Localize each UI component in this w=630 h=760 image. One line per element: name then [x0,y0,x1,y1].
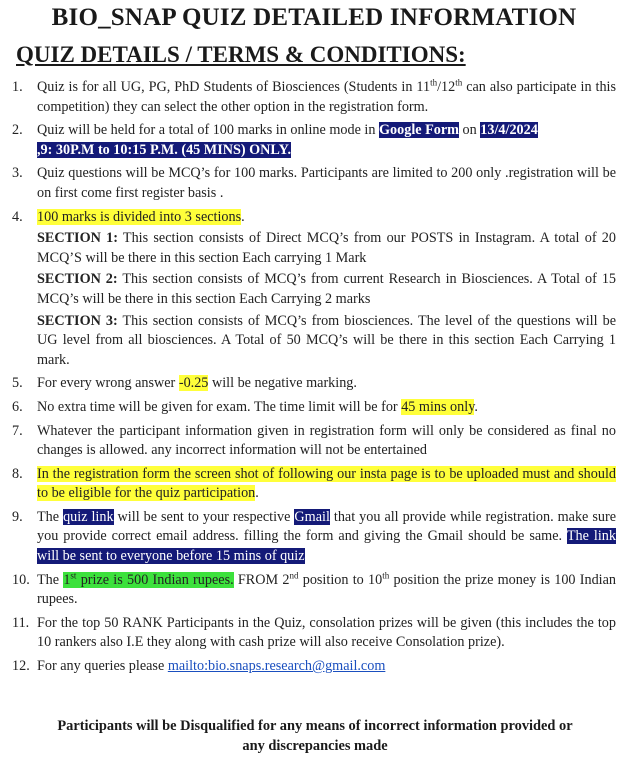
highlight-sections: 100 marks is divided into 3 sections [37,208,242,225]
highlight-time-limit: 45 mins only [401,398,475,415]
contact-email-link[interactable]: mailto:bio.snaps.research@gmail.com [167,658,386,675]
rule-item-9: 9. The quiz link will be sent to your respective Gmail that you all provide while registration. make sure you provide correct email address. filling the form and giving the Gmail should be same. The link will be sent to everyone before 15 mins of quiz [12,508,616,565]
highlight-first-prize: 1st prize is 500 Indian rupees. [63,569,234,588]
rule-number: 2. [12,122,23,139]
rule-number: 9. [12,508,23,525]
highlight-link-timing: The link will be sent to everyone before 15 mins of quiz [37,528,616,565]
rule-item-2: 2. Quiz will be held for a total of 100 marks in online mode in Google Form on 13/4/2024 ,9: 30P.M to 10:15 P.M. (45 MINS) ONLY. [12,122,538,158]
rule-number: 3. [12,165,23,182]
highlight-screenshot-requirement: In the registration form the screen shot of following our insta page is to be uploaded must and should to be eligible for the quiz participation [37,465,616,502]
section-heading: QUIZ DETAILS / TERMS & CONDITIONS: [16,42,466,67]
rule-number: 4. [12,208,23,225]
rule-item-12: 12. For any queries please mailto:bio.snaps.research@gmail.com [12,657,616,677]
highlight-google-form: Google Form [379,122,459,139]
rules-list [12,78,616,677]
rule-number: 6. [12,398,23,415]
rule-item-6: 6. No extra time will be given for exam. The time limit will be for 45 mins only. [12,398,616,418]
rule-item-1: 1. Quiz is for all UG, PG, PhD Students of Biosciences (Students in 11th/12th can also participate in this competition) they can select the other option in the registration form. [12,77,617,115]
highlight-quiz-link: quiz link [63,508,114,525]
rule-item-7: 7. Whatever the participant information given in registration form will only be considered as final no changes is allowed. any incorrect information will not be entertained [12,422,616,459]
section-3-text: SECTION 3: This section consists of MCQ’s from biosciences. The level of the questions will be UG level from all biosciences. A Total of 50 MCQ’s will be there in this section Each Carrying 1 mark. [37,312,616,368]
rule-item-8: 8. In the registration form the screen shot of following our insta page is to be uploaded must and should to be eligible for the quiz participation. [12,465,616,502]
section-2-text: SECTION 2: This section consists of MCQ’s from current Research in Biosciences. A Total of 15 MCQ’s will be there in this section Each Carrying 2 marks [37,271,617,307]
rule-item-10: 10. The 1st prize is 500 Indian rupees. FROM 2nd position to 10th position the prize money is 100 Indian rupees. [12,569,617,608]
highlight-date: 13/4/2024 [480,122,538,139]
disqualification-notice: Participants will be Disqualified for any means of incorrect information provided or any discrepancies made [57,718,573,754]
rule-number: 1. [12,79,23,95]
rule-item-5: 5. For every wrong answer -0.25 will be negative marking. [12,374,616,394]
rule-item-4: 4. 100 marks is divided into 3 sections. SECTION 1: This section consists of Direct MCQ’s from our POSTS in Instagram. A total of 20 MCQ’S will be there in this section Each carrying 1 Mark SECTION 2: This section consists of MCQ’s from current Research in Biosciences. A Total of 15 MCQ’s will be there in this section Each Carrying 2 marks SECTION 3: This section consists of MCQ’s from biosciences. The level of the questions will be UG level from all biosciences. A Total of 50 MCQ’s will be there in this section Each Carrying 1 mark. [12,208,616,371]
highlight-negative-marking: -0.25 [178,375,209,392]
rule-number: 11. [12,614,30,631]
rule-item-3: 3. Quiz questions will be MCQ’s for 100 marks. Participants are limited to 200 only .registration will be on first come first register basis . [12,165,616,201]
rule-number: 7. [12,422,23,439]
rule-number: 10. [12,571,30,588]
page-title: BIO_SNAP QUIZ DETAILED INFORMATION [51,4,577,31]
highlight-gmail: Gmail [294,508,330,525]
rule-number: 8. [12,465,23,482]
document-page [0,4,630,760]
rule-number: 12. [12,658,30,675]
highlight-time: ,9: 30P.M to 10:15 P.M. (45 MINS) ONLY. [37,141,292,158]
rule-number: 5. [12,375,23,392]
section-1-text: SECTION 1: This section consists of Direct MCQ’s from our POSTS in Instagram. A total of 20 MCQ’S will be there in this section Each carrying 1 Mark [37,230,616,266]
rule-item-11: 11. For the top 50 RANK Participants in the Quiz, consolation prizes will be given (this includes the top 10 rankers also I.E they along with cash prize will also receive Consolation prize). [12,614,616,651]
